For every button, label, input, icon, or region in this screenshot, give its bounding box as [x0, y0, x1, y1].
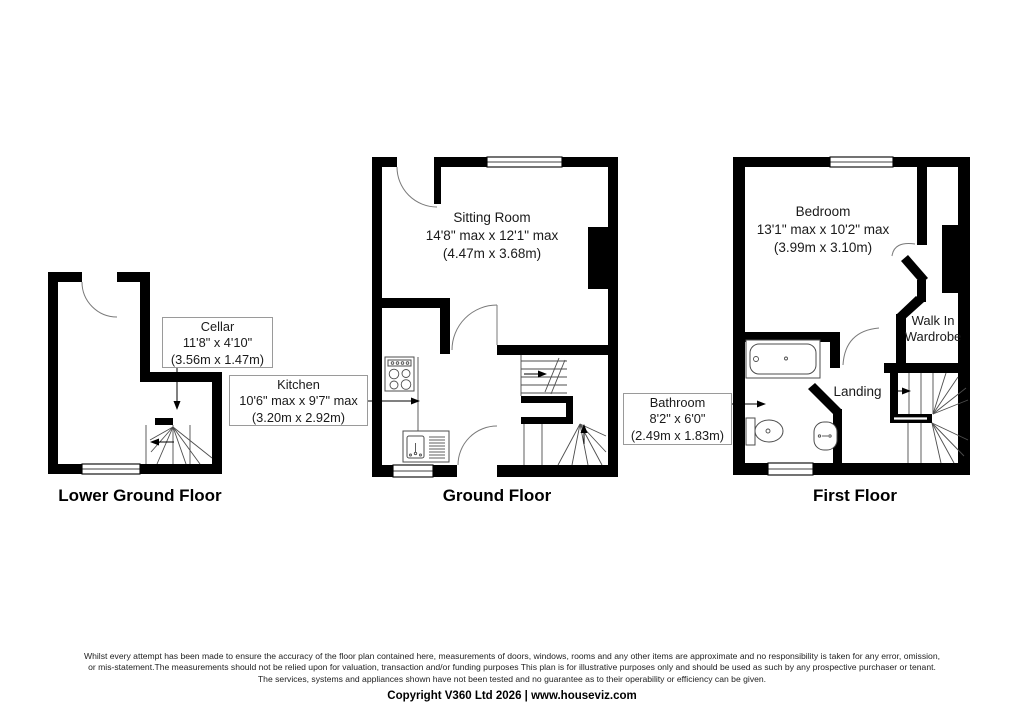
room-dims-imperial: 10'6" max x 9'7" max: [239, 393, 358, 409]
disclaimer-line-1: Whilst every attempt has been made to ensure the accuracy of the floor plan contained here, measurements of doors, windows, rooms and any other items are approximate and no responsibility is taken for any error, omission,: [84, 651, 940, 661]
room-dims-metric: (3.20m x 2.92m): [251, 409, 346, 425]
chimney-breast: [942, 225, 958, 293]
disclaimer-line-2: or mis-statement.The measurements should not be relied upon for valuation, transaction and/or funding purposes This plan is for illustrative purposes only and should be used as such by any prospective purchaser or tenant.: [88, 662, 936, 673]
washbasin-icon: [814, 422, 837, 450]
room-name: Cellar: [200, 319, 235, 334]
copyright-text: Copyright V360 Ltd 2026 | www.houseviz.com: [387, 690, 637, 702]
room-name: Bathroom: [649, 395, 706, 410]
bathroom-dimension-box: [623, 393, 732, 445]
room-name-line2: Wardrobe: [904, 329, 962, 344]
walk-in-wardrobe-label: [893, 313, 973, 345]
bathtub-icon: [746, 340, 820, 378]
landing-label: [815, 384, 900, 400]
room-dims-imperial: 13'1" max x 10'2" max: [756, 222, 890, 237]
room-name: Bedroom: [795, 204, 851, 219]
room-dims-metric: (4.47m x 3.68m): [442, 246, 542, 261]
disclaimer-line-3: The services, systems and appliances shown have not been tested and no guarantee as to their operability or efficiency can be given.: [257, 673, 767, 684]
room-dims-imperial: 14'8" max x 12'1" max: [425, 228, 559, 243]
room-dims-imperial: 8'2" x 6'0": [649, 411, 706, 427]
first-floor-title: First Floor: [812, 486, 898, 505]
door-arc-icon: [82, 282, 117, 317]
window-icon: [82, 464, 140, 474]
bedroom-label: [732, 203, 914, 257]
room-name: Kitchen: [277, 377, 320, 392]
room-dims-imperial: 11'8" x 4'10": [182, 335, 253, 351]
lower-ground-floor-plan: [40, 262, 240, 482]
walls: [48, 272, 222, 474]
room-name-line1: Walk In: [911, 313, 955, 328]
ground-floor-plan: [368, 150, 622, 484]
kitchen-dimension-box: [229, 375, 368, 426]
room-name: Landing: [833, 384, 882, 399]
toilet-icon: [746, 418, 783, 445]
room-dims-metric: (3.56m x 1.47m): [170, 351, 265, 367]
disclaimer-text: [62, 651, 962, 685]
room-dims-metric: (2.49m x 1.83m): [630, 427, 725, 443]
sitting-room-label: [372, 209, 612, 263]
sink-icon: [403, 431, 449, 462]
lower-ground-floor-title: Lower Ground Floor: [58, 486, 222, 505]
ground-floor-title: Ground Floor: [442, 486, 552, 505]
room-dims-metric: (3.99m x 3.10m): [773, 240, 873, 255]
stove-icon: [385, 357, 414, 391]
room-name: Sitting Room: [453, 210, 531, 225]
stair-break-icon: [545, 358, 565, 394]
stairs-icon: [146, 425, 212, 464]
stairs-icon: [521, 355, 606, 465]
cellar-dimension-box: [162, 317, 273, 368]
